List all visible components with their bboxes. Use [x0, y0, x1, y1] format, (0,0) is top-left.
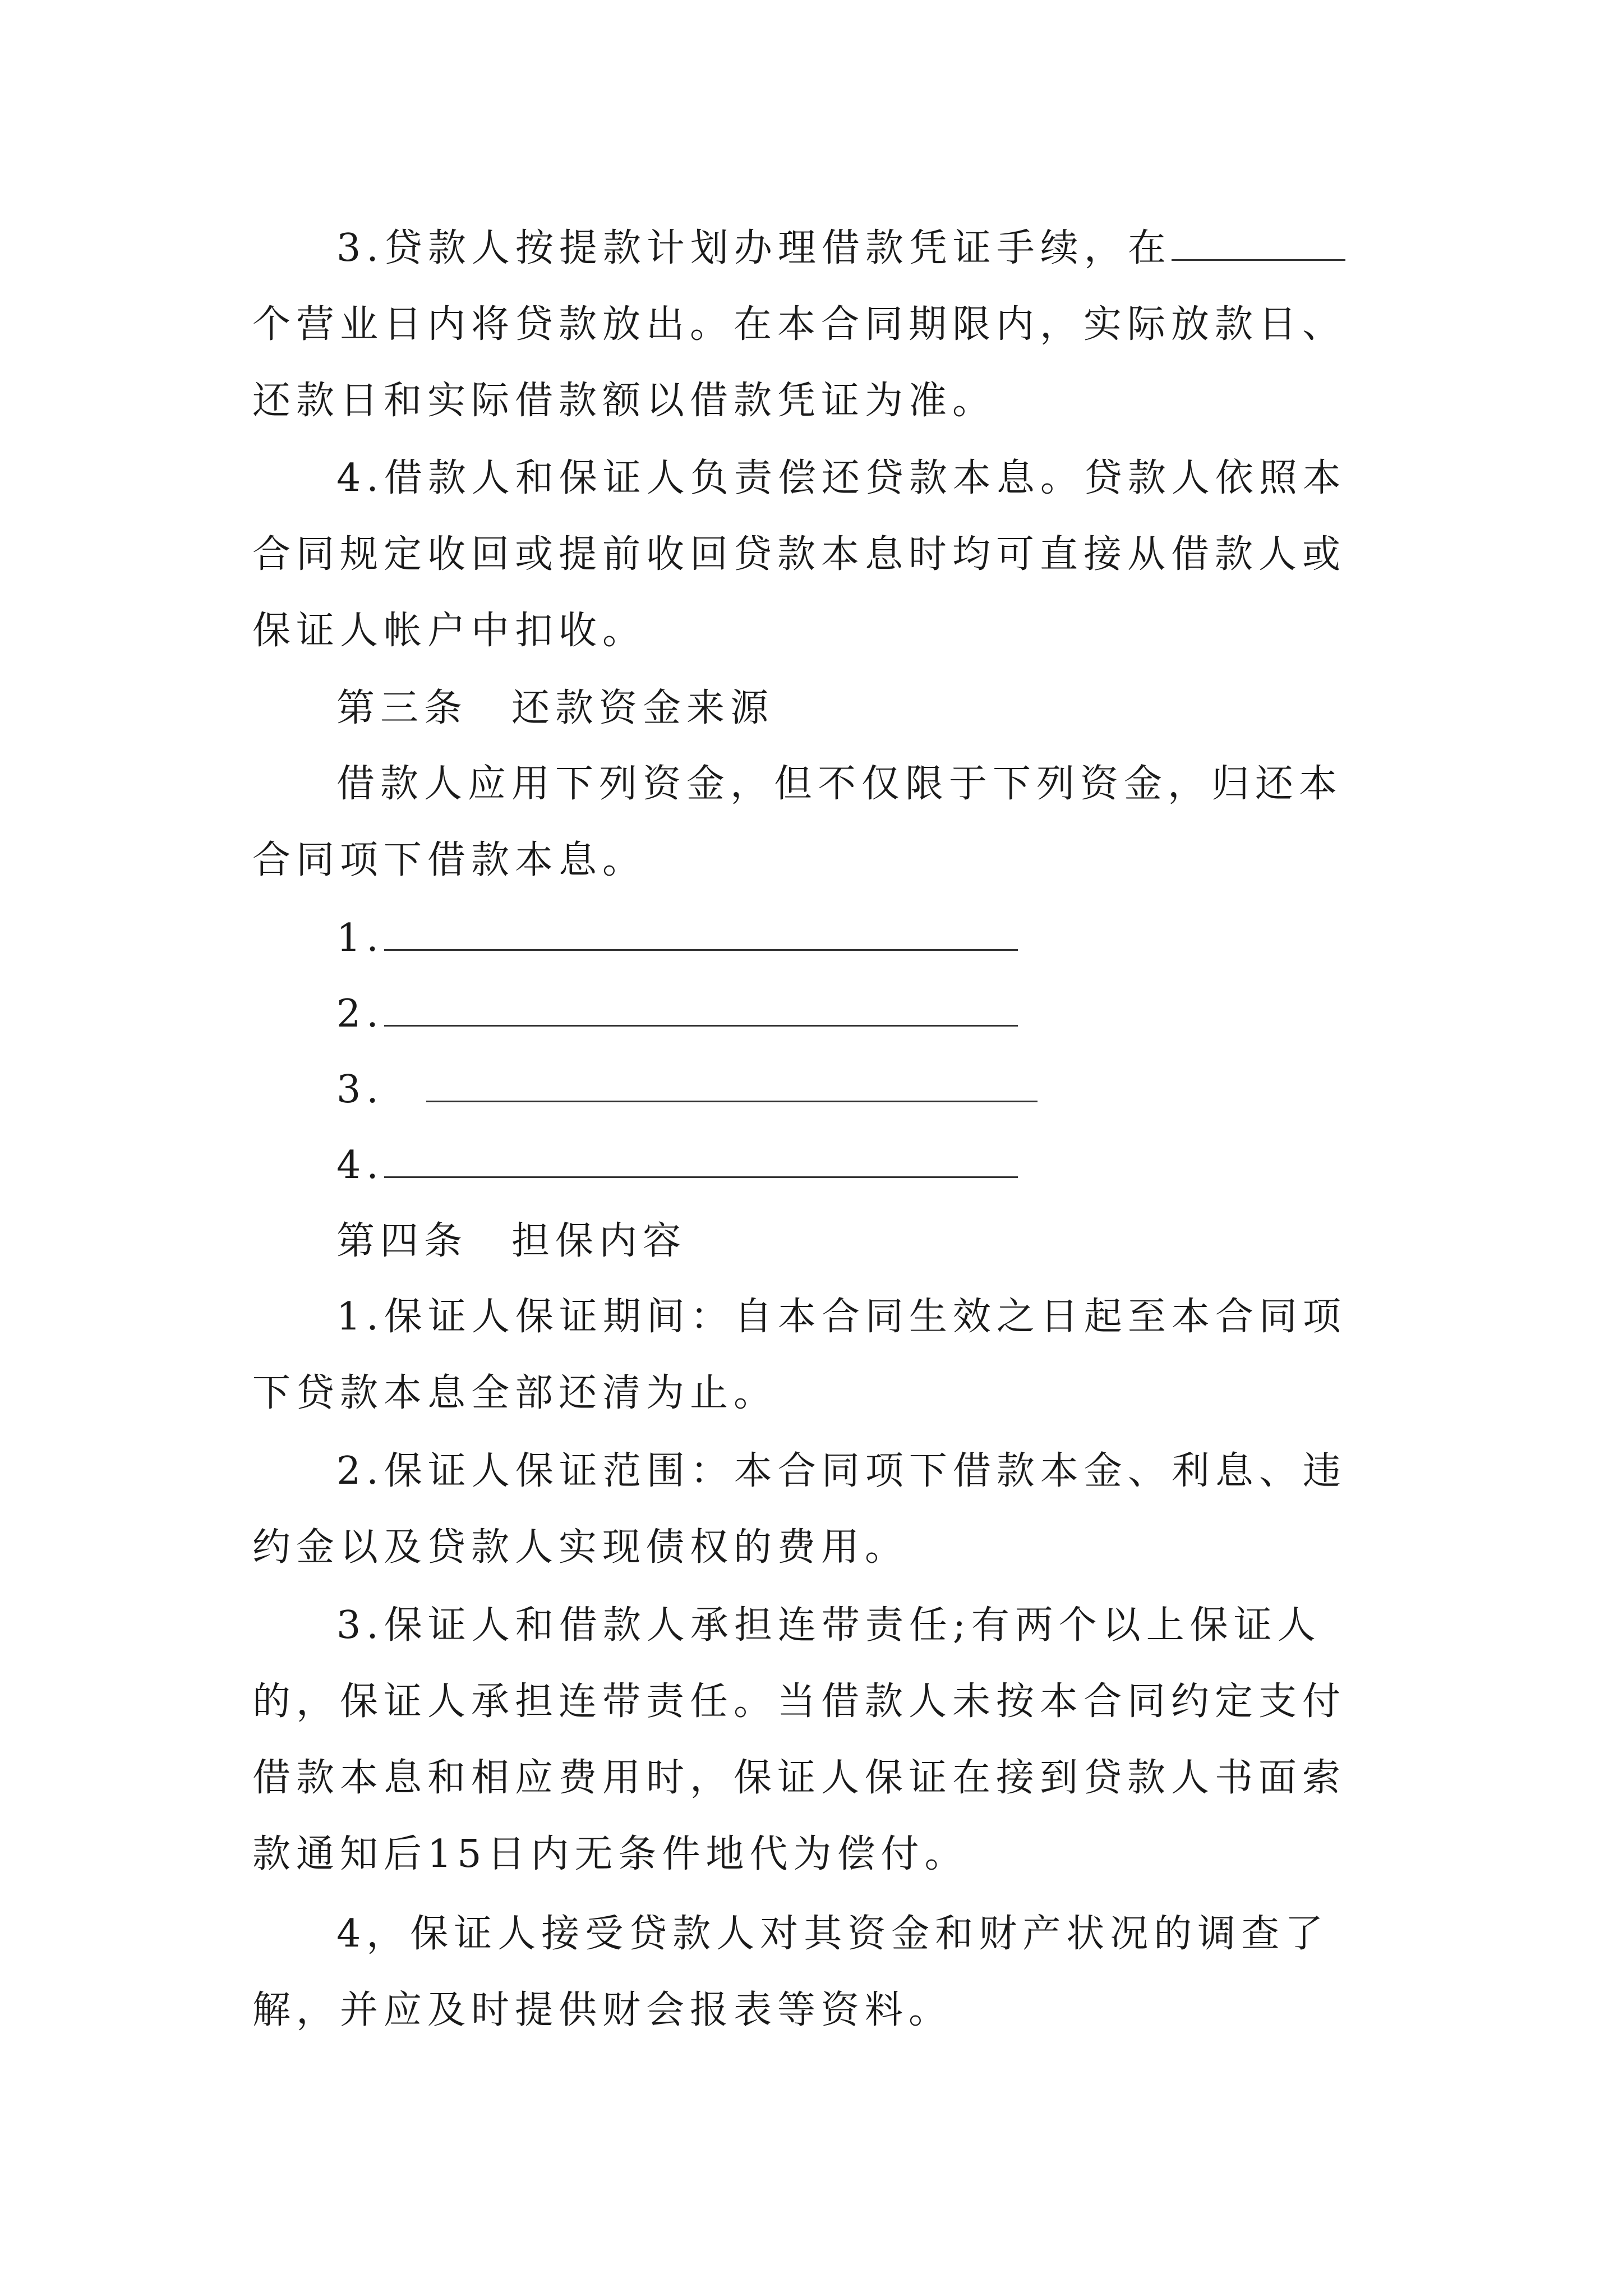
fill-in-blank[interactable] [426, 1095, 1038, 1102]
paragraph-guarantee-period: 1.保证人保证期间：自本合同生效之日起至本合同项下贷款本息全部还清为止。 [252, 1295, 1347, 1415]
paragraph-repayment: 4.借款人和保证人负责偿还贷款本息。贷款人依照本合同规定收回或提前收回贷款本息时均可直接从借款人或保证人帐户中扣收。 [252, 456, 1347, 653]
list-number: 4. [336, 1143, 384, 1188]
list-item [336, 976, 1018, 1052]
paragraph-disbursement [252, 210, 1374, 439]
list-number: 1. [336, 916, 384, 960]
paragraph-guarantee-scope: 2.保证人保证范围：本合同项下借款本金、利息、违约金以及贷款人实现债权的费用。 [252, 1449, 1347, 1570]
list-item [336, 900, 1018, 977]
fill-in-blank[interactable] [384, 1019, 1018, 1027]
section-heading-article-4: 第四条 担保内容 [336, 1219, 687, 1263]
fill-in-blank[interactable] [384, 944, 1018, 951]
paragraph-financial-review: 4，保证人接受贷款人对其资金和财产状况的调查了解，并应及时提供财会报表等资料。 [252, 1912, 1329, 2032]
paragraph-joint-liability: 3.保证人和借款人承担连带责任;有两个以上保证人的，保证人承担连带责任。当借款人未按本合同约定支付借款本息和相应费用时，保证人保证在接到贷款人书面索款通知后15日内无条件地代为偿付。 [252, 1603, 1347, 1876]
fill-in-blank[interactable] [1172, 254, 1345, 261]
section-heading-article-3: 第三条 还款资金来源 [336, 686, 774, 730]
list-item [336, 1052, 1038, 1128]
fill-in-blank[interactable] [384, 1171, 1018, 1178]
list-number: 2. [336, 992, 384, 1036]
paragraph-text: 个营业日内将贷款放出。在本合同期限内，实际放款日、还款日和实际借款额以借款凭证为准。 [252, 302, 1347, 423]
list-item [336, 1128, 1018, 1204]
paragraph-text: 3.贷款人按提款计划办理借款凭证手续，在 [336, 226, 1172, 270]
paragraph-funding-source: 借款人应用下列资金，但不仅限于下列资金，归还本合同项下借款本息。 [252, 762, 1343, 882]
list-number: 3. [336, 1068, 384, 1112]
